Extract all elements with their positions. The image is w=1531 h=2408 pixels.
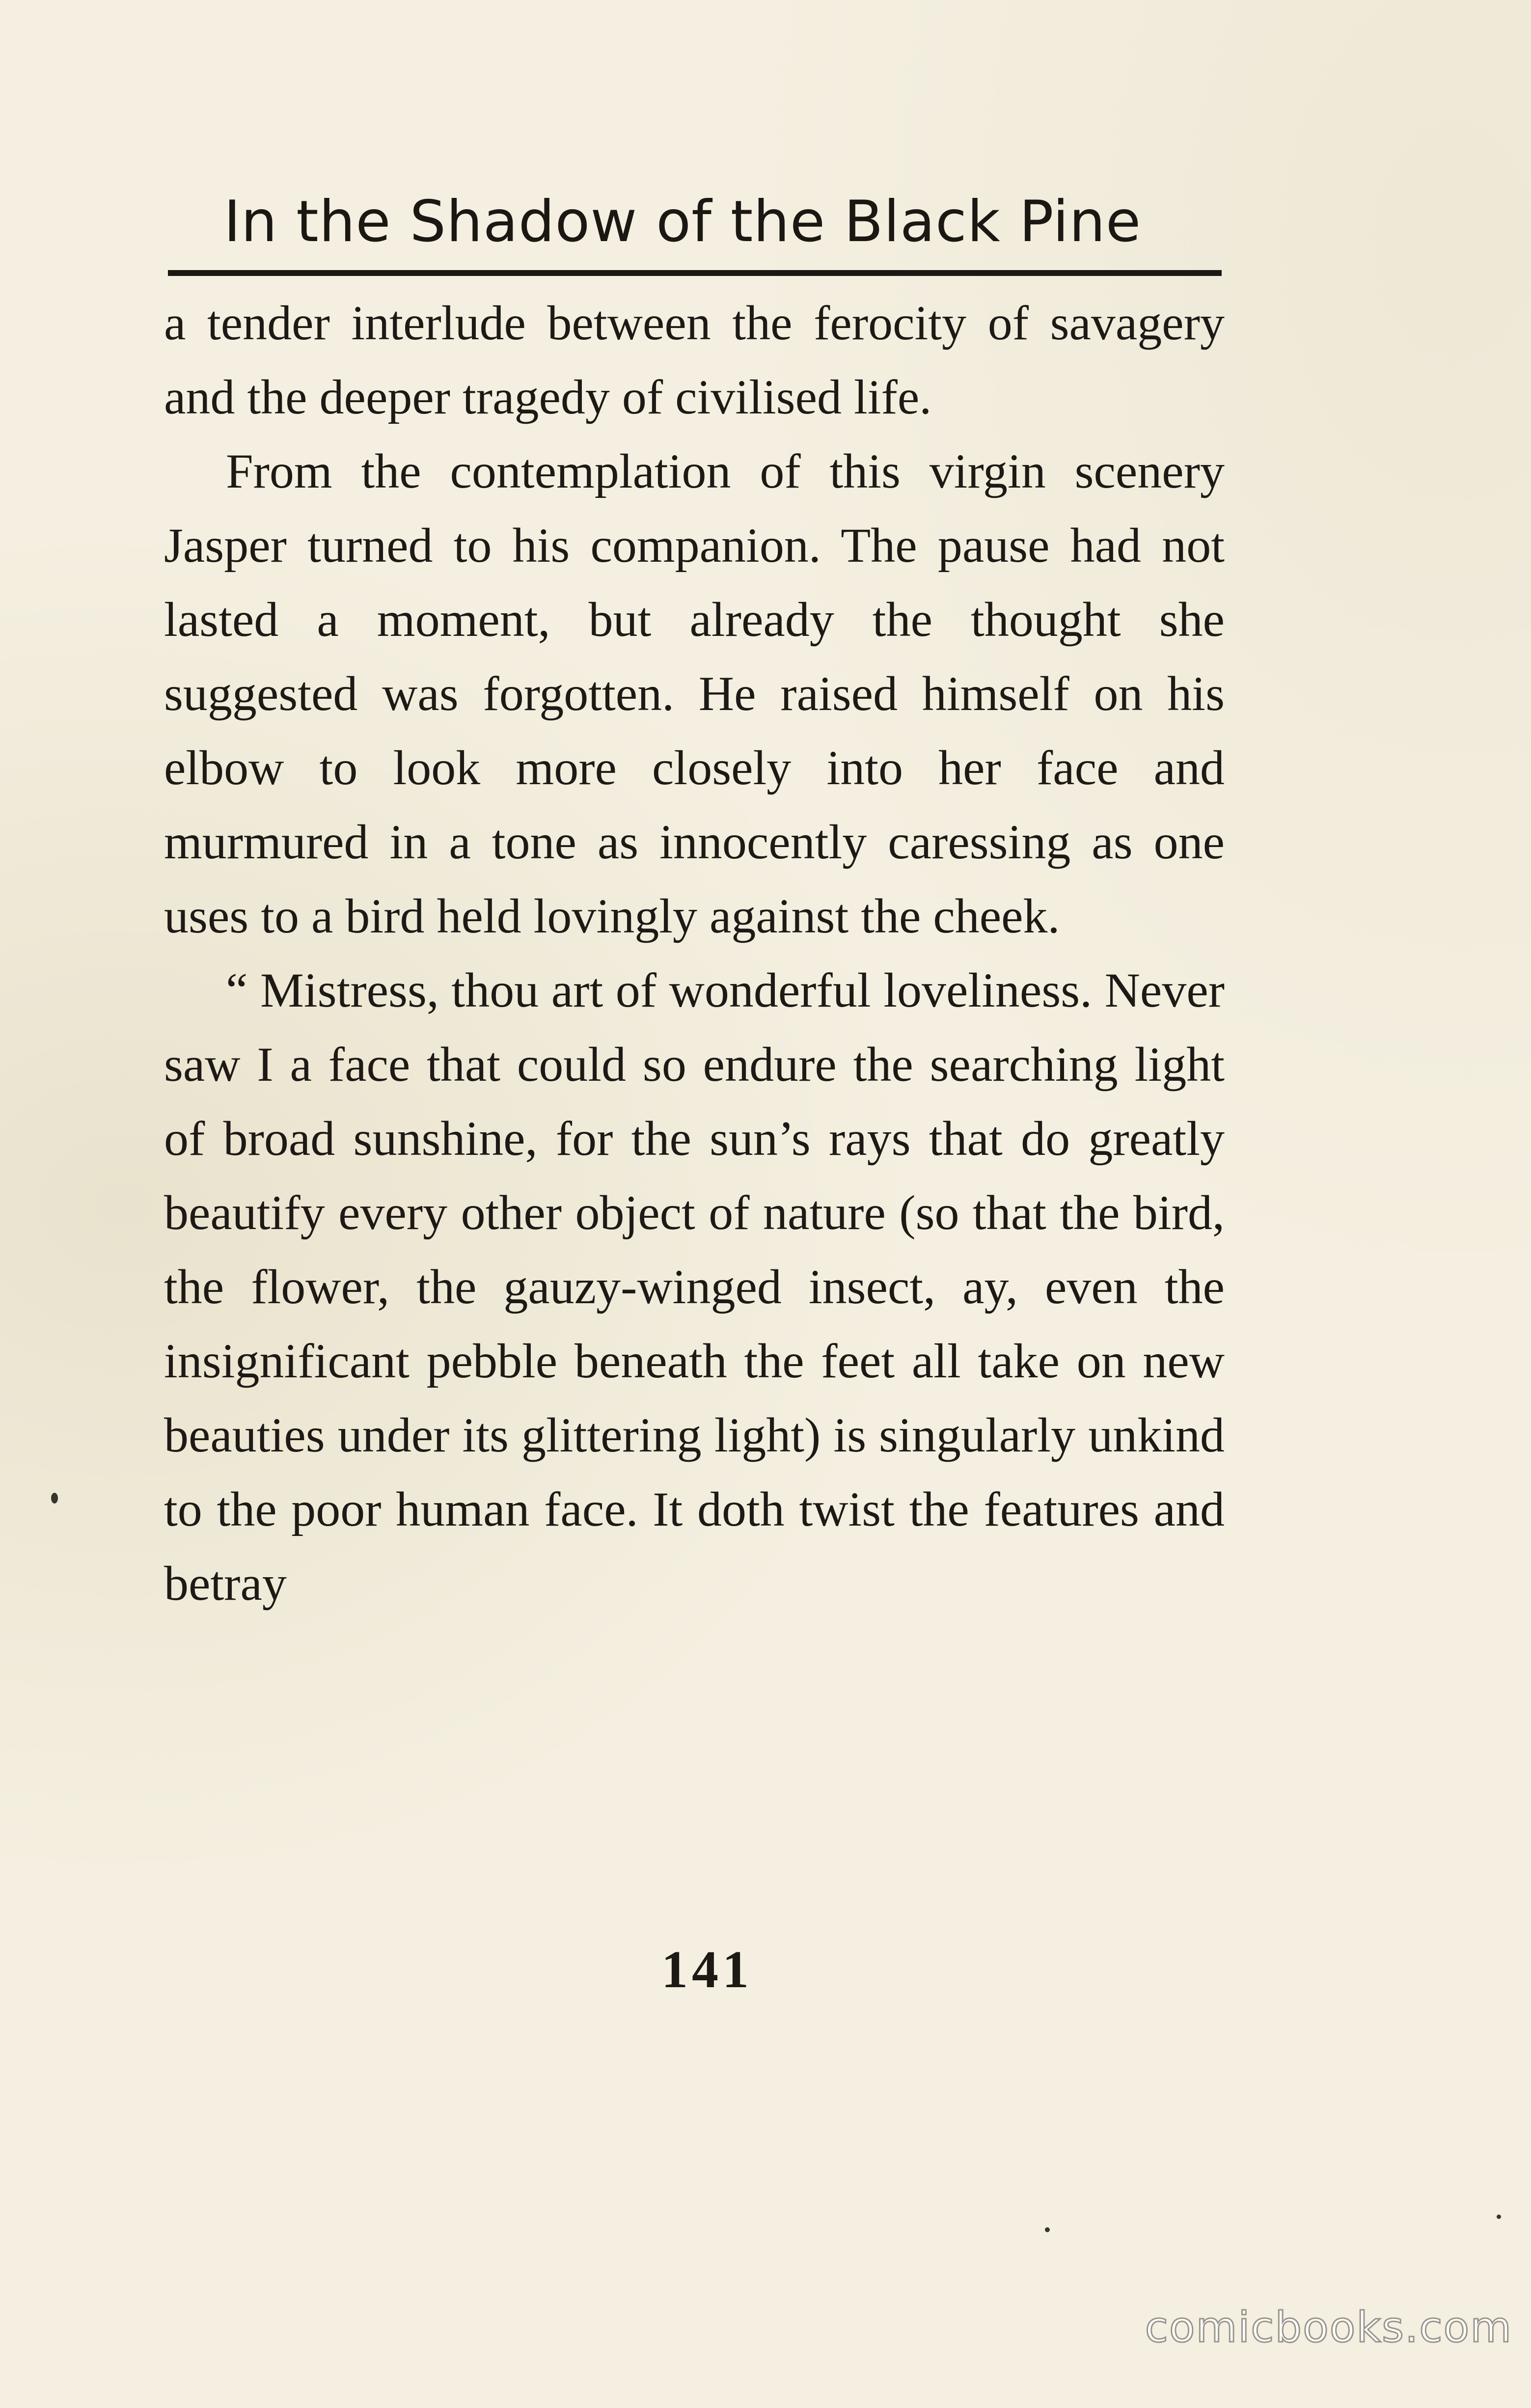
page-number: 141	[661, 1941, 753, 1999]
running-head-title: In the Shadow of the Black Pine	[223, 189, 1142, 255]
paragraph-1: a tender interlude between the ferocity of savagery and the deeper tragedy of civilised life.	[164, 296, 1225, 424]
paper-speck	[1497, 2215, 1501, 2219]
running-head	[167, 177, 1198, 255]
paper-speck	[1045, 2227, 1050, 2232]
body-text	[164, 286, 1225, 1620]
paper-speck	[51, 1493, 58, 1504]
watermark: comicbooks.com	[1145, 2303, 1512, 2352]
header-rule	[168, 270, 1222, 276]
paragraph-2: From the contemplation of this virgin scenery Jasper turned to his companion. The pause had not lasted a moment, but already the thought she suggested was forgotten. He raised himself on his elbow to look more closely into her face and murmured in a tone as innocently caressing as one uses to a bird held lovingly against the cheek.	[164, 444, 1225, 943]
paragraph-3: “ Mistress, thou art of wonderful loveliness. Never saw I a face that could so endure the searching light of broad sunshine, for the sun’s rays that do greatly beautify every other object of nature (so that the bird, the flower, the gauzy-winged insect, ay, even the insignificant pebble beneath the feet all take on new beauties under its glittering light) is singularly unkind to the poor human face. It doth twist the features and betray	[164, 963, 1225, 1611]
